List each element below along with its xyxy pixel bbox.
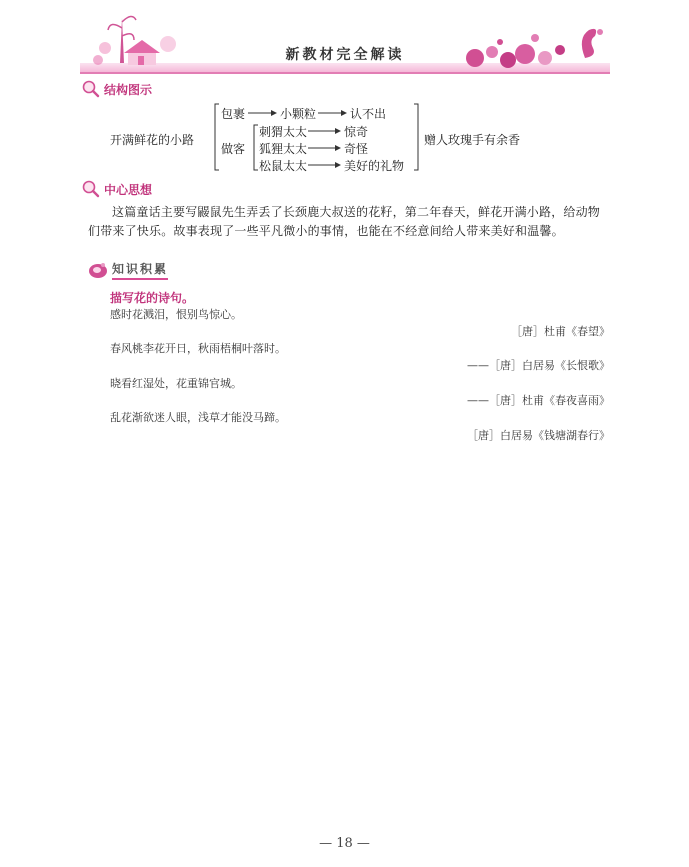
poem-line: 感时花溅泪，恨别鸟惊心。 (110, 308, 242, 321)
magnifier-icon (82, 180, 100, 198)
poem-line: 乱花渐欲迷人眼，浅草才能没马蹄。 (110, 411, 286, 424)
visitor-squirrel: 松鼠太太 (259, 159, 308, 173)
section-structure (82, 80, 152, 98)
reaction-squirrel: 美好的礼物 (344, 159, 405, 173)
poem-source: ——［唐］杜甫《春夜喜雨》 (467, 394, 610, 407)
banner-decoration (80, 8, 610, 76)
banner-title: 新教材完全解读 (285, 47, 405, 63)
header-banner (80, 8, 610, 76)
page-number: — 18 — (319, 836, 370, 851)
central-idea-text: 这篇童话主要写鼹鼠先生弄丢了长颈鹿大叔送的花籽，第二年春天，鲜花开满小路，给动物们带来了快乐。故事表现了一些平凡微小的事情，也能在不经意间给人带来美好和温馨。 (88, 205, 601, 238)
section-heading: 结构图示 (104, 82, 153, 97)
magnifier-icon (82, 80, 100, 98)
section-heading: 知识积累 (112, 260, 168, 280)
section-knowledge (88, 258, 168, 282)
visitor-hedgehog: 刺猬太太 (259, 125, 308, 139)
structure-conclusion: 赠人玫瑰手有余香 (424, 133, 521, 147)
poem-source: ——［唐］白居易《长恨歌》 (467, 359, 610, 372)
reaction-fox: 奇怪 (344, 142, 369, 156)
visitor-fox: 狐狸太太 (259, 142, 308, 156)
poem-line: 晓看红湿处，花重锦官城。 (110, 377, 242, 390)
branch-package: 包裹 (221, 107, 246, 121)
branch-package-step1: 小颗粒 (280, 107, 317, 121)
poem-line: 春风桃李花开日，秋雨梧桐叶落时。 (110, 342, 286, 355)
structure-root: 开满鲜花的小路 (110, 133, 195, 147)
section-heading: 中心思想 (104, 182, 153, 197)
knowledge-badge-icon (88, 260, 108, 280)
poem-source: ［唐］杜甫《春望》 (511, 325, 610, 338)
knowledge-subtitle: 描写花的诗句。 (110, 291, 195, 305)
reaction-hedgehog: 惊奇 (344, 125, 369, 139)
branch-package-step2: 认不出 (350, 107, 387, 121)
section-central-idea (82, 180, 152, 198)
branch-visit: 做客 (221, 142, 246, 156)
poem-source: ［唐］白居易《钱塘湖春行》 (467, 429, 610, 442)
